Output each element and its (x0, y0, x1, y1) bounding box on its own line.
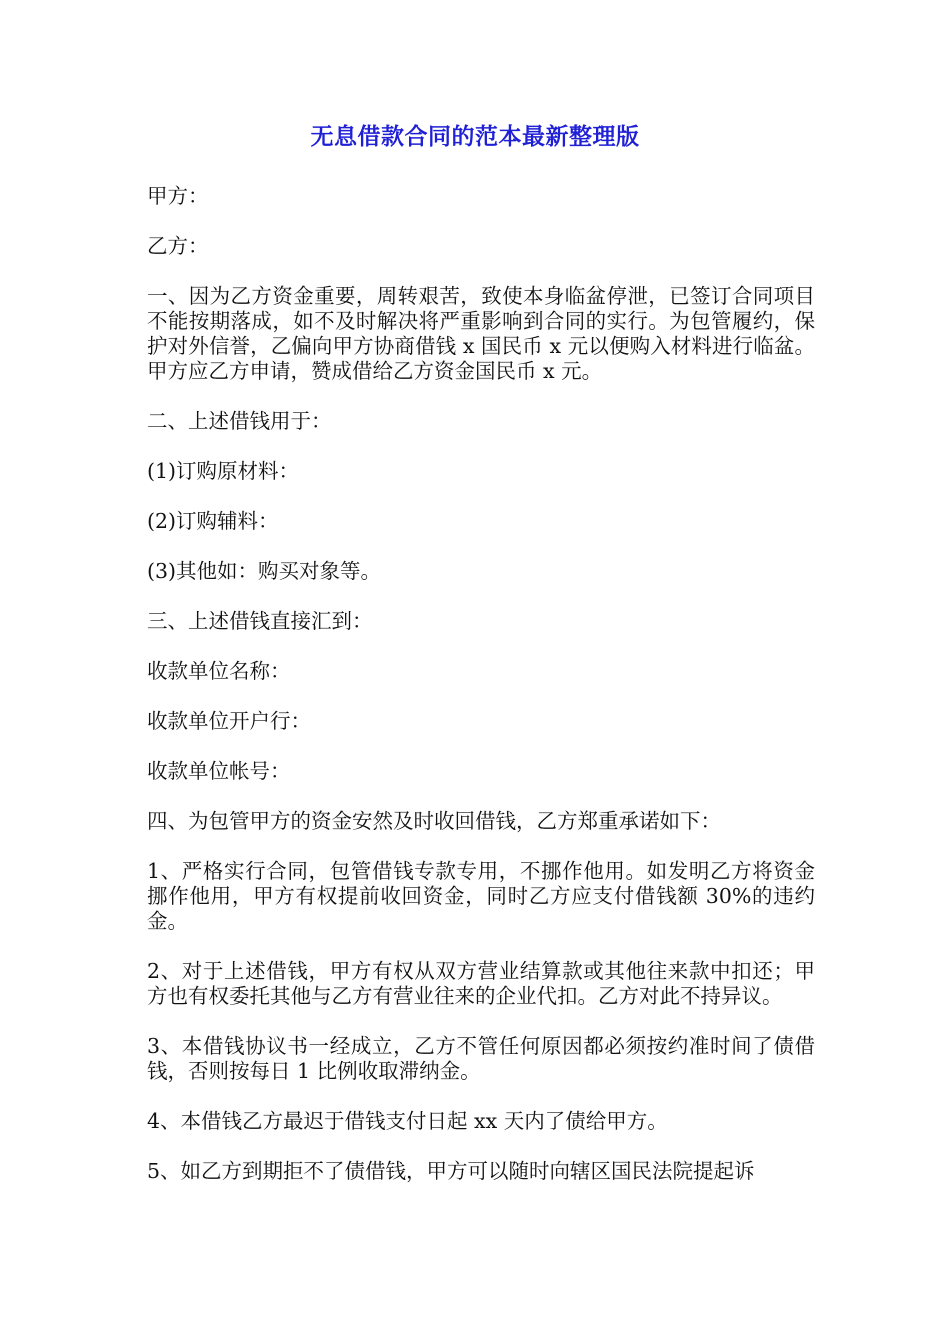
paragraph-promise-3: 3、本借钱协议书一经成立，乙方不管任何原因都必须按约准时间了债借钱，否则按每日 1 比例收取滞纳金。 (147, 1034, 815, 1083)
paragraph-payee-account: 收款单位帐号： (147, 759, 291, 783)
paragraph-promise-1: 1、严格实行合同，包管借钱专款专用，不挪作他用。如发明乙方将资金挪作他用，甲方有权提前收回资金，同时乙方应支付借钱额 30%的违约金。 (147, 859, 815, 933)
document-title: 无息借款合同的范本最新整理版 (310, 124, 640, 150)
paragraph-payee-bank: 收款单位开户行： (147, 709, 311, 733)
paragraph-promise-2: 2、对于上述借钱，甲方有权从双方营业结算款或其他往来款中扣还；甲方也有权委托其他与乙方有营业往来的企业代扣。乙方对此不持异议。 (147, 959, 815, 1008)
paragraph-clause-2: 二、上述借钱用于： (147, 409, 332, 433)
paragraph-clause-3: 三、上述借钱直接汇到： (147, 609, 373, 633)
paragraph-clause-1: 一、因为乙方资金重要，周转艰苦，致使本身临盆停泄，已签订合同项目不能按期落成，如不及时解决将严重影响到合同的实行。为包管履约，保护对外信誉，乙偏向甲方协商借钱 x 国民币 x 元以便购入材料进行临盆。甲方应乙方申请，赞成借给乙方资金国民币 x 元。 (147, 284, 815, 383)
paragraph-payee-name: 收款单位名称： (147, 659, 291, 683)
document-body (147, 184, 815, 1209)
paragraph-party-a: 甲方： (147, 184, 209, 208)
paragraph-item-3: (3)其他如：购买对象等。 (147, 559, 382, 583)
paragraph-promise-5: 5、如乙方到期拒不了债借钱，甲方可以随时向辖区国民法院提起诉 (147, 1159, 755, 1183)
paragraph-clause-4: 四、为包管甲方的资金安然及时收回借钱，乙方郑重承诺如下： (147, 809, 721, 833)
paragraph-item-1: (1)订购原材料： (147, 459, 300, 483)
paragraph-party-b: 乙方： (147, 234, 209, 258)
paragraph-item-2: (2)订购辅料： (147, 509, 279, 533)
paragraph-promise-4: 4、本借钱乙方最迟于借钱支付日起 xx 天内了债给甲方。 (147, 1109, 668, 1133)
